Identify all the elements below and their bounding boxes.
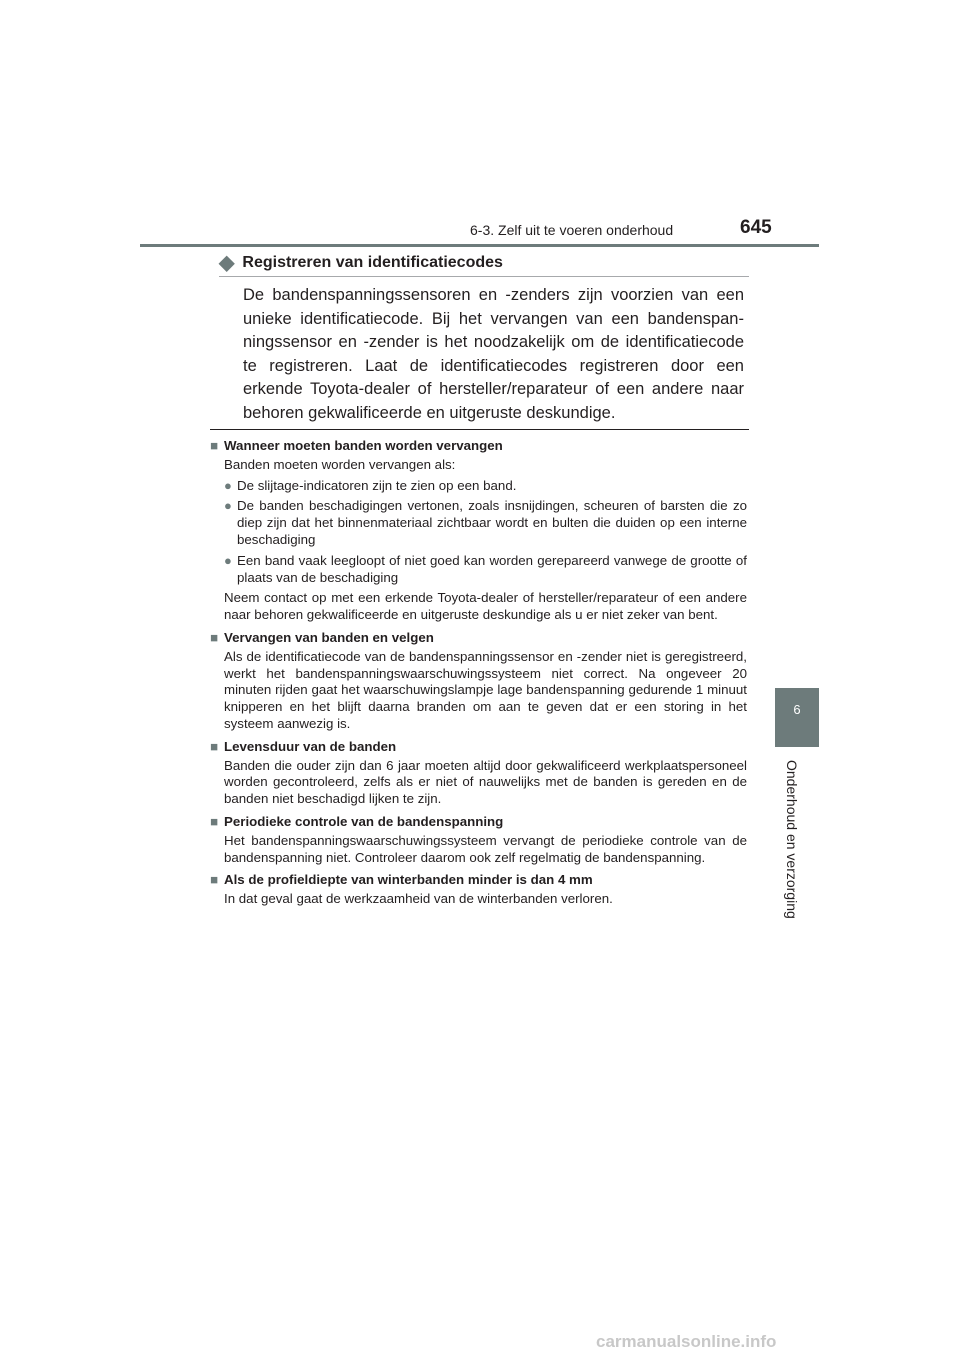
item-text: In dat geval gaat de werkzaamheid van de winterbanden verloren. xyxy=(224,891,613,907)
circle-bullet-icon: ● xyxy=(224,552,232,568)
circle-bullet-icon: ● xyxy=(224,477,232,493)
list-item: ● De banden beschadigingen vertonen, zoals insnijdingen, scheuren of barsten die zo diep zijn dat het binnenmateriaal zichtbaar wordt en bulten die duiden op een interne beschadiging xyxy=(224,498,747,547)
subheading-title: Registreren van identificatiecodes xyxy=(242,254,503,271)
chapter-label: Onderhoud en verzorging xyxy=(784,760,800,919)
intro-paragraph: De bandenspanningssensoren en -zenders zijn voorzien van een unieke identificatiecode. Bij het vervangen van een bandenspanningssensor en -zender is het noodzakelijk om de identificatiecode te registreren. Laat de identificatiecodes registreren door een erkende Toyota-dealer of hersteller/reparateur of een andere naar behoren gekwalificeerde en uitgeruste deskundige. xyxy=(243,286,744,422)
diamond-icon: ◆ xyxy=(219,252,235,274)
chapter-number: 6 xyxy=(793,702,801,717)
square-bullet-icon: ■ xyxy=(210,813,219,829)
notes-section xyxy=(210,438,747,908)
square-bullet-icon: ■ xyxy=(210,629,219,645)
item-text: Het bandenspanningswaarschuwingssysteem vervangt de periodieke controle van de bandenspanning niet. Controleer daarom ook zelf regelmatig de bandenspanning. xyxy=(224,832,747,865)
header-rule xyxy=(140,244,819,247)
item-text: Neem contact op met een erkende Toyota-dealer of hersteller/reparateur of een andere naar behoren gekwalificeerde en uitgeruste deskundige als u er niet zeker van bent. xyxy=(224,590,747,623)
square-bullet-icon: ■ xyxy=(210,438,219,453)
item-text: Banden die ouder zijn dan 6 jaar moeten altijd door gekwalificeerd werkplaatspersoneel worden gecontroleerd, zelfs als er niet of nauwelijks met de banden is gereden en de banden niet beschadigd lijken te zijn. xyxy=(224,757,747,807)
list-item: ● Een band vaak leegloopt of niet goed kan worden gerepareerd vanwege de grootte of plaats van de beschadiging xyxy=(224,552,747,585)
chapter-tab xyxy=(775,688,819,747)
list-item: ● De slijtage-indicatoren zijn te zien op een band. xyxy=(224,477,517,493)
item-title: ■ Levensduur van de banden xyxy=(210,738,397,754)
square-bullet-icon: ■ xyxy=(210,738,219,754)
item-text: Als de identificatiecode van de bandenspanningssensor en -zender niet is geregistreerd, werkt het bandenspanningswaarschuwingssysteem niet correct. Na ongeveer 20 minuten rijden gaat het waarschuwingslampje lage bandenspanning gedurende 1 minuut knipperen en het blijft daarna branden om aan te geven dat er een storing in het systeem aanwezig is. xyxy=(224,648,747,731)
running-header: 6-3. Zelf uit te voeren onderhoud xyxy=(470,222,674,238)
item-title: ■ Periodieke controle van de bandenspanning xyxy=(210,813,504,829)
section-divider xyxy=(210,429,749,430)
item-title: ■ Wanneer moeten banden worden vervangen xyxy=(210,438,503,453)
page-number: 645 xyxy=(740,217,772,238)
watermark: carmanualsonline.info xyxy=(596,1332,777,1351)
subheading xyxy=(219,253,503,273)
item-title: ■ Vervangen van banden en velgen xyxy=(210,629,434,645)
circle-bullet-icon: ● xyxy=(224,498,232,514)
subheading-rule xyxy=(219,276,749,277)
item-title: ■ Als de profieldiepte van winterbanden minder is dan 4 mm xyxy=(210,872,593,888)
item-lead: Banden moeten worden vervangen als: xyxy=(224,456,456,472)
square-bullet-icon: ■ xyxy=(210,872,219,888)
